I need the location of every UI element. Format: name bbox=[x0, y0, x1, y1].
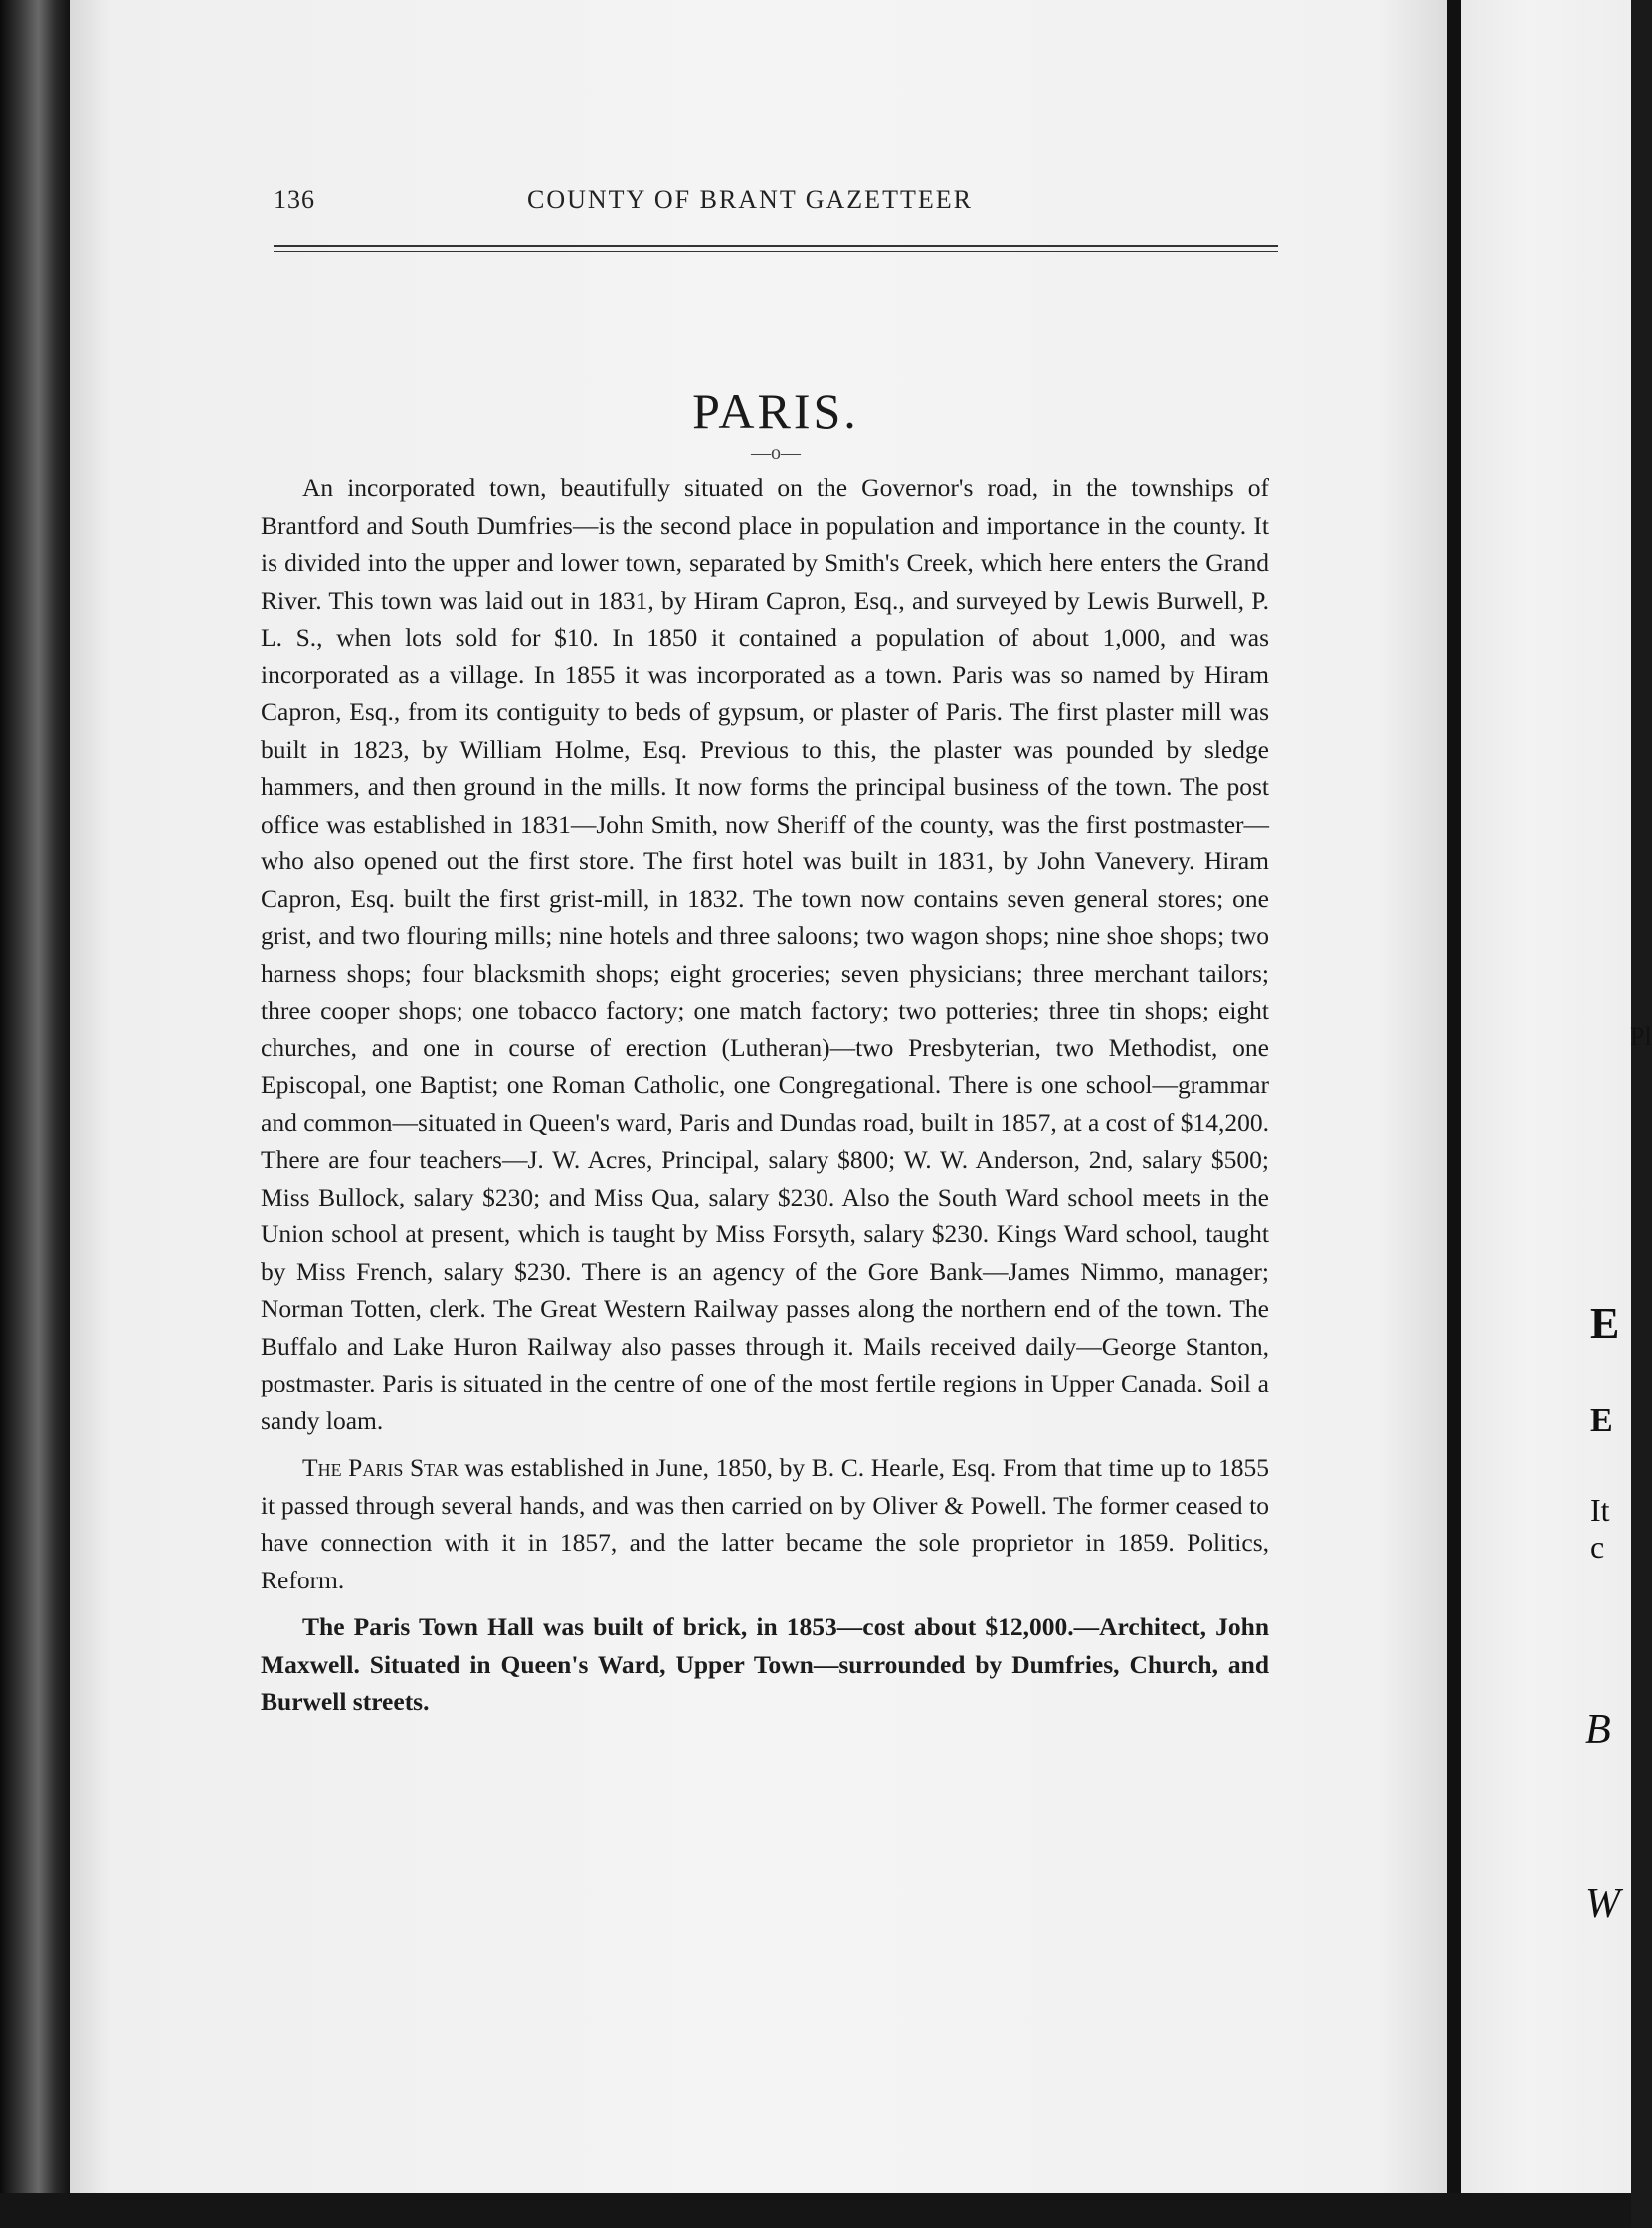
adjacent-text-fragment: Pl bbox=[1630, 1022, 1652, 1051]
newspaper-name: The Paris Star bbox=[302, 1453, 459, 1482]
adjacent-text-fragment: It c bbox=[1590, 1492, 1610, 1565]
title-ornament: —o— bbox=[751, 442, 801, 464]
adjacent-text-fragment: E bbox=[1590, 1402, 1613, 1439]
book-binding-edge bbox=[0, 0, 70, 2228]
adjacent-text-fragment: W bbox=[1585, 1881, 1620, 1927]
header-rule bbox=[274, 245, 1278, 247]
scan-bottom-edge bbox=[0, 2193, 1631, 2228]
adjacent-text-fragment: B bbox=[1585, 1707, 1611, 1753]
paragraph-town-hall: The Paris Town Hall was built of brick, in 1853—cost about $12,000.—Architect, John Maxwell. Situated in Queen's Ward, Upper Town—surrounded by Dumfries, Church, and Burwell streets. bbox=[261, 1612, 1269, 1716]
paragraph-town-description: An incorporated town, beautifully situated on the Governor's road, in the townships of Brantford and South Dumfries—is the second place in population and importance in the county. It is divided into the upper and lower town, separated by Smith's Creek, which here enters the Grand River. This town was laid out in 1831, by Hiram Capron, Esq., and surveyed by Lewis Burwell, P. L. S., when lots sold for $10. In 1850 it contained a population of about 1,000, and was incorporated as a village. In 1855 it was incorporated as a town. Paris was so named by Hiram Capron, Esq., from its contiguity to beds of gypsum, or plaster of Paris. The first plaster mill was built in 1823, by William Holme, Esq. Previous to this, the plaster was pounded by sledge hammers, and then ground in the mills. It now forms the principal business of the town. The post office was established in 1831—John Smith, now Sheriff of the county, was the first postmaster—who also opened out the first store. The first hotel was built in 1831, by John Vanevery. Hiram Capron, Esq. built the first grist-mill, in 1832. The town now contains seven general stores; one grist, and two flouring mills; nine hotels and three saloons; two wagon shops; nine shoe shops; two harness shops; four blacksmith shops; eight groceries; seven physicians; three merchant tailors; three cooper shops; one tobacco factory; one match factory; two potteries; three tin shops; eight churches, and one in course of erection (Lutheran)—two Presbyterian, two Methodist, one Episcopal, one Baptist; one Roman Catholic, one Congregational. There is one school—grammar and common—situated in Queen's ward, Paris and Dundas road, built in 1857, at a cost of $14,200. There are four teachers—J. W. Acres, Principal, salary $800; W. W. Anderson, 2nd, salary $500; Miss Bullock, salary $230; and Miss Qua, salary $230. Also the South Ward school meets in the Union school at present, which is taught by Miss Forsyth, salary $230. Kings Ward school, taught by Miss French, salary $230. There is an agency of the Gore Bank—James Nimmo, manager; Norman Totten, clerk. The Great Western Railway passes along the northern end of the town. The Buffalo and Lake Huron Railway also passes through it. Mails received daily—George Stanton, postmaster. Paris is situated in the centre of one of the most fertile regions in Upper Canada. Soil a sandy loam. bbox=[261, 473, 1269, 1435]
article-title: PARIS. bbox=[692, 383, 859, 439]
running-title: COUNTY OF BRANT GAZETTEER bbox=[527, 185, 973, 214]
adjacent-page-edge bbox=[1461, 0, 1652, 2228]
page-gutter bbox=[1447, 0, 1461, 2228]
article-body bbox=[261, 469, 1269, 1731]
page-number: 136 bbox=[274, 185, 315, 214]
paragraph-paris-star-text: was established in June, 1850, by B. C. Hearle, Esq. From that time up to 1855 it passed through several hands, and was then carried on by Oliver & Powell. The former ceased to have connection with it in 1857, and the latter became the sole proprietor in 1859. Politics, Reform. bbox=[261, 1453, 1269, 1594]
adjacent-text-fragment: E bbox=[1590, 1299, 1620, 1348]
paragraph-paris-star bbox=[261, 1449, 1269, 1598]
header-rule-thin bbox=[274, 251, 1278, 252]
